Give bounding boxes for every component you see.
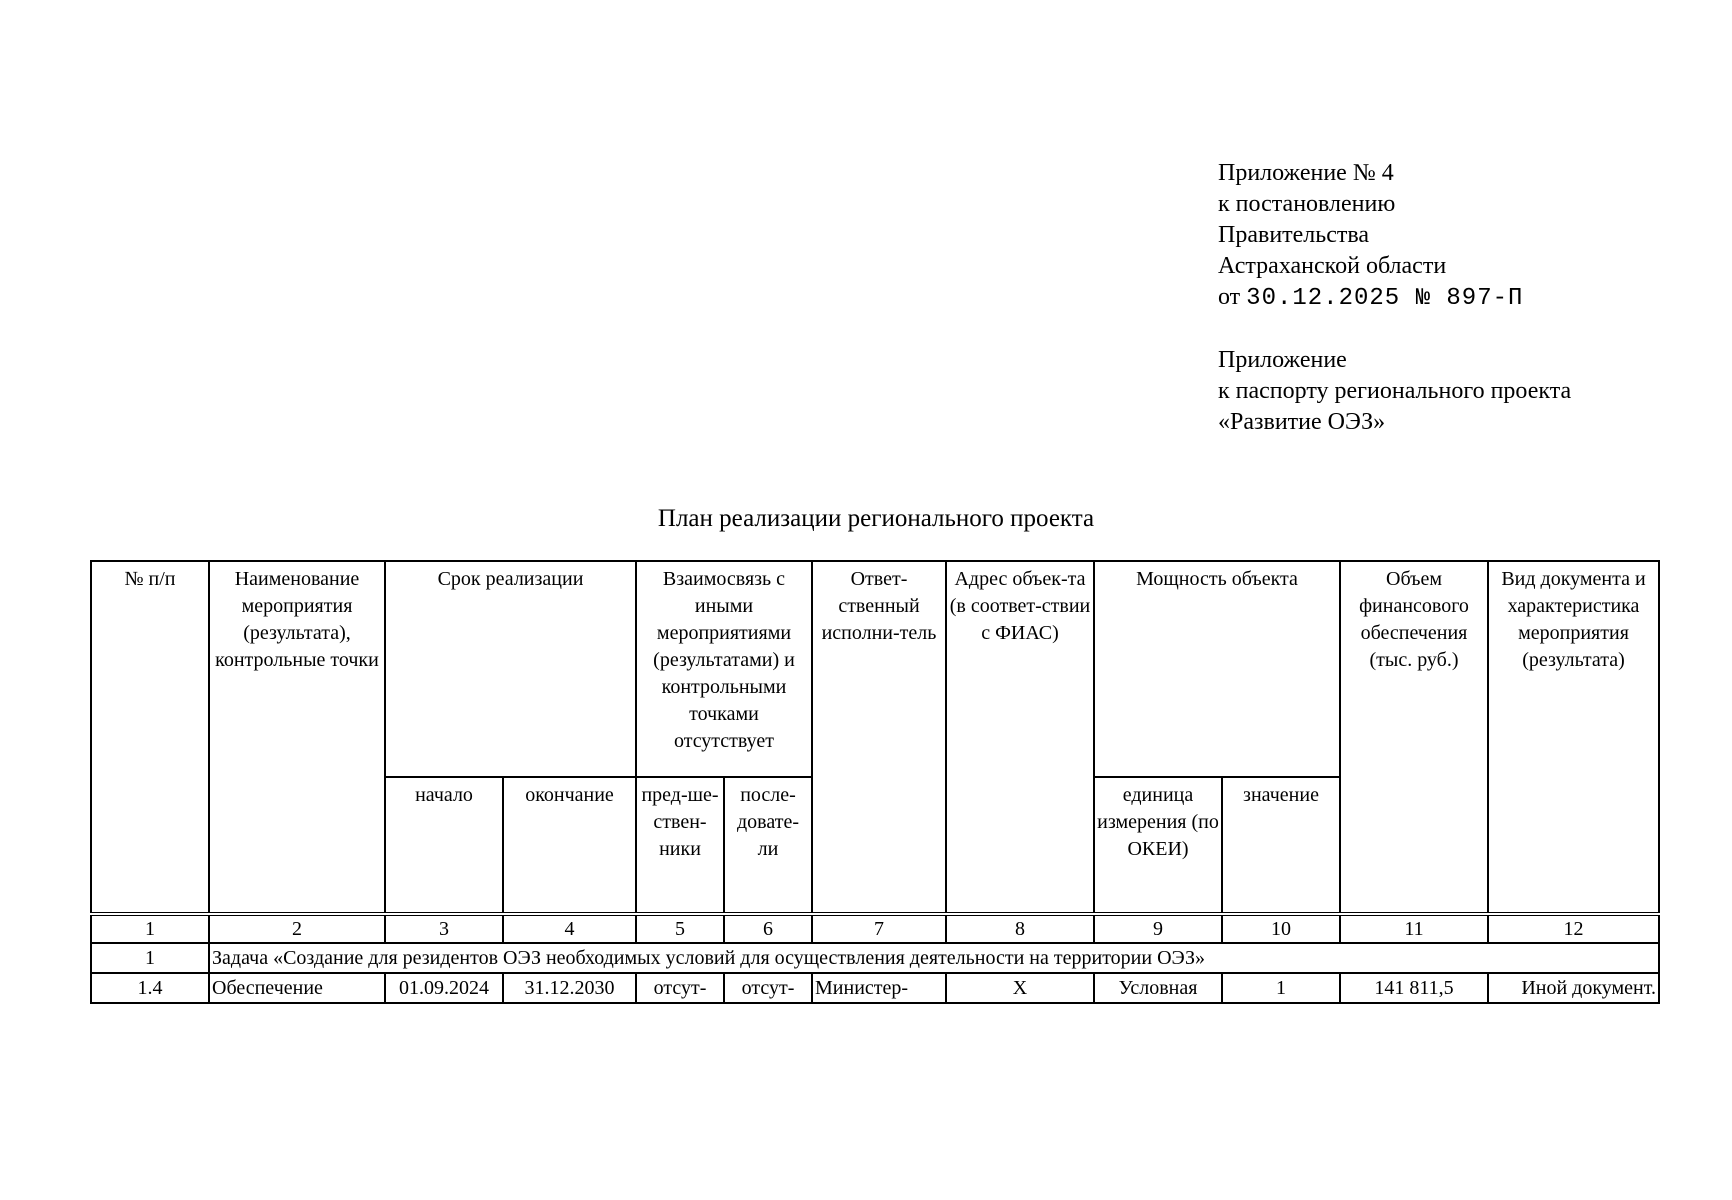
appendix-line: Приложение № 4 (1218, 160, 1394, 186)
header-term-end: окончание (503, 777, 636, 914)
row-end: 31.12.2030 (503, 973, 636, 1003)
appendix-line: к паспорту регионального проекта (1218, 378, 1572, 404)
task-num: 1 (91, 943, 209, 973)
date-prefix: от (1218, 284, 1241, 310)
table-row (91, 973, 1659, 1003)
row-value: 1 (1222, 973, 1340, 1003)
appendix-line: к постановлению (1218, 191, 1396, 217)
task-text: Задача «Создание для резидентов ОЭЗ необходимых условий для осуществления деятельности на территории ОЭЗ» (209, 943, 1659, 973)
row-doc-type: Иной документ. (1488, 973, 1659, 1003)
row-prev: отсут- (636, 973, 724, 1003)
column-number: 2 (209, 914, 385, 943)
plan-table (90, 560, 1660, 1004)
column-number: 11 (1340, 914, 1488, 943)
appendix-date-line (1218, 282, 1571, 314)
column-number: 4 (503, 914, 636, 943)
column-number: 1 (91, 914, 209, 943)
row-finance: 141 811,5 (1340, 973, 1488, 1003)
column-number: 6 (724, 914, 812, 943)
column-number: 10 (1222, 914, 1340, 943)
row-name: Обеспечение (209, 973, 385, 1003)
column-number: 9 (1094, 914, 1222, 943)
row-unit: Условная (1094, 973, 1222, 1003)
header-relation-next: после-довате-ли (724, 777, 812, 914)
appendix-line: «Развитие ОЭЗ» (1218, 409, 1386, 435)
header-capacity-unit: единица измерения (по ОКЕИ) (1094, 777, 1222, 914)
column-number: 5 (636, 914, 724, 943)
header-relation-prev: пред-ше-ствен-ники (636, 777, 724, 914)
appendix-line: Астраханской области (1218, 253, 1447, 279)
header-capacity-value: значение (1222, 777, 1340, 914)
row-next: отсут- (724, 973, 812, 1003)
task-row (91, 943, 1659, 973)
spacer (1218, 314, 1571, 345)
column-number: 7 (812, 914, 946, 943)
header-doc-type: Вид документа и характеристика мероприятия (результата) (1488, 561, 1659, 914)
document-title: План реализации регионального проекта (657, 505, 1095, 532)
appendix-block (1218, 158, 1571, 438)
column-number: 8 (946, 914, 1094, 943)
header-name: Наименование мероприятия (результата), контрольные точки (209, 561, 385, 914)
header-num: № п/п (91, 561, 209, 914)
row-num: 1.4 (91, 973, 209, 1003)
header-term: Срок реализации (385, 561, 636, 777)
header-capacity: Мощность объекта (1094, 561, 1340, 777)
header-term-start: начало (385, 777, 503, 914)
header-finance: Объем финансового обеспечения (тыс. руб.) (1340, 561, 1488, 914)
date-stamp: 30.12.2025 № 897-П (1246, 285, 1524, 312)
column-numbers-row (91, 914, 1659, 943)
column-number: 12 (1488, 914, 1659, 943)
column-number: 3 (385, 914, 503, 943)
header-responsible: Ответ-ственный исполни-тель (812, 561, 946, 914)
appendix-line: Правительства (1218, 222, 1370, 248)
header-address: Адрес объек-та (в соответ-ствии с ФИАС) (946, 561, 1094, 914)
row-address: Х (946, 973, 1094, 1003)
row-responsible: Министер- (812, 973, 946, 1003)
appendix-line: Приложение (1218, 347, 1347, 373)
header-relation: Взаимосвязь с иными мероприятиями (результатами) и контрольными точками отсутствует (636, 561, 812, 777)
row-start: 01.09.2024 (385, 973, 503, 1003)
